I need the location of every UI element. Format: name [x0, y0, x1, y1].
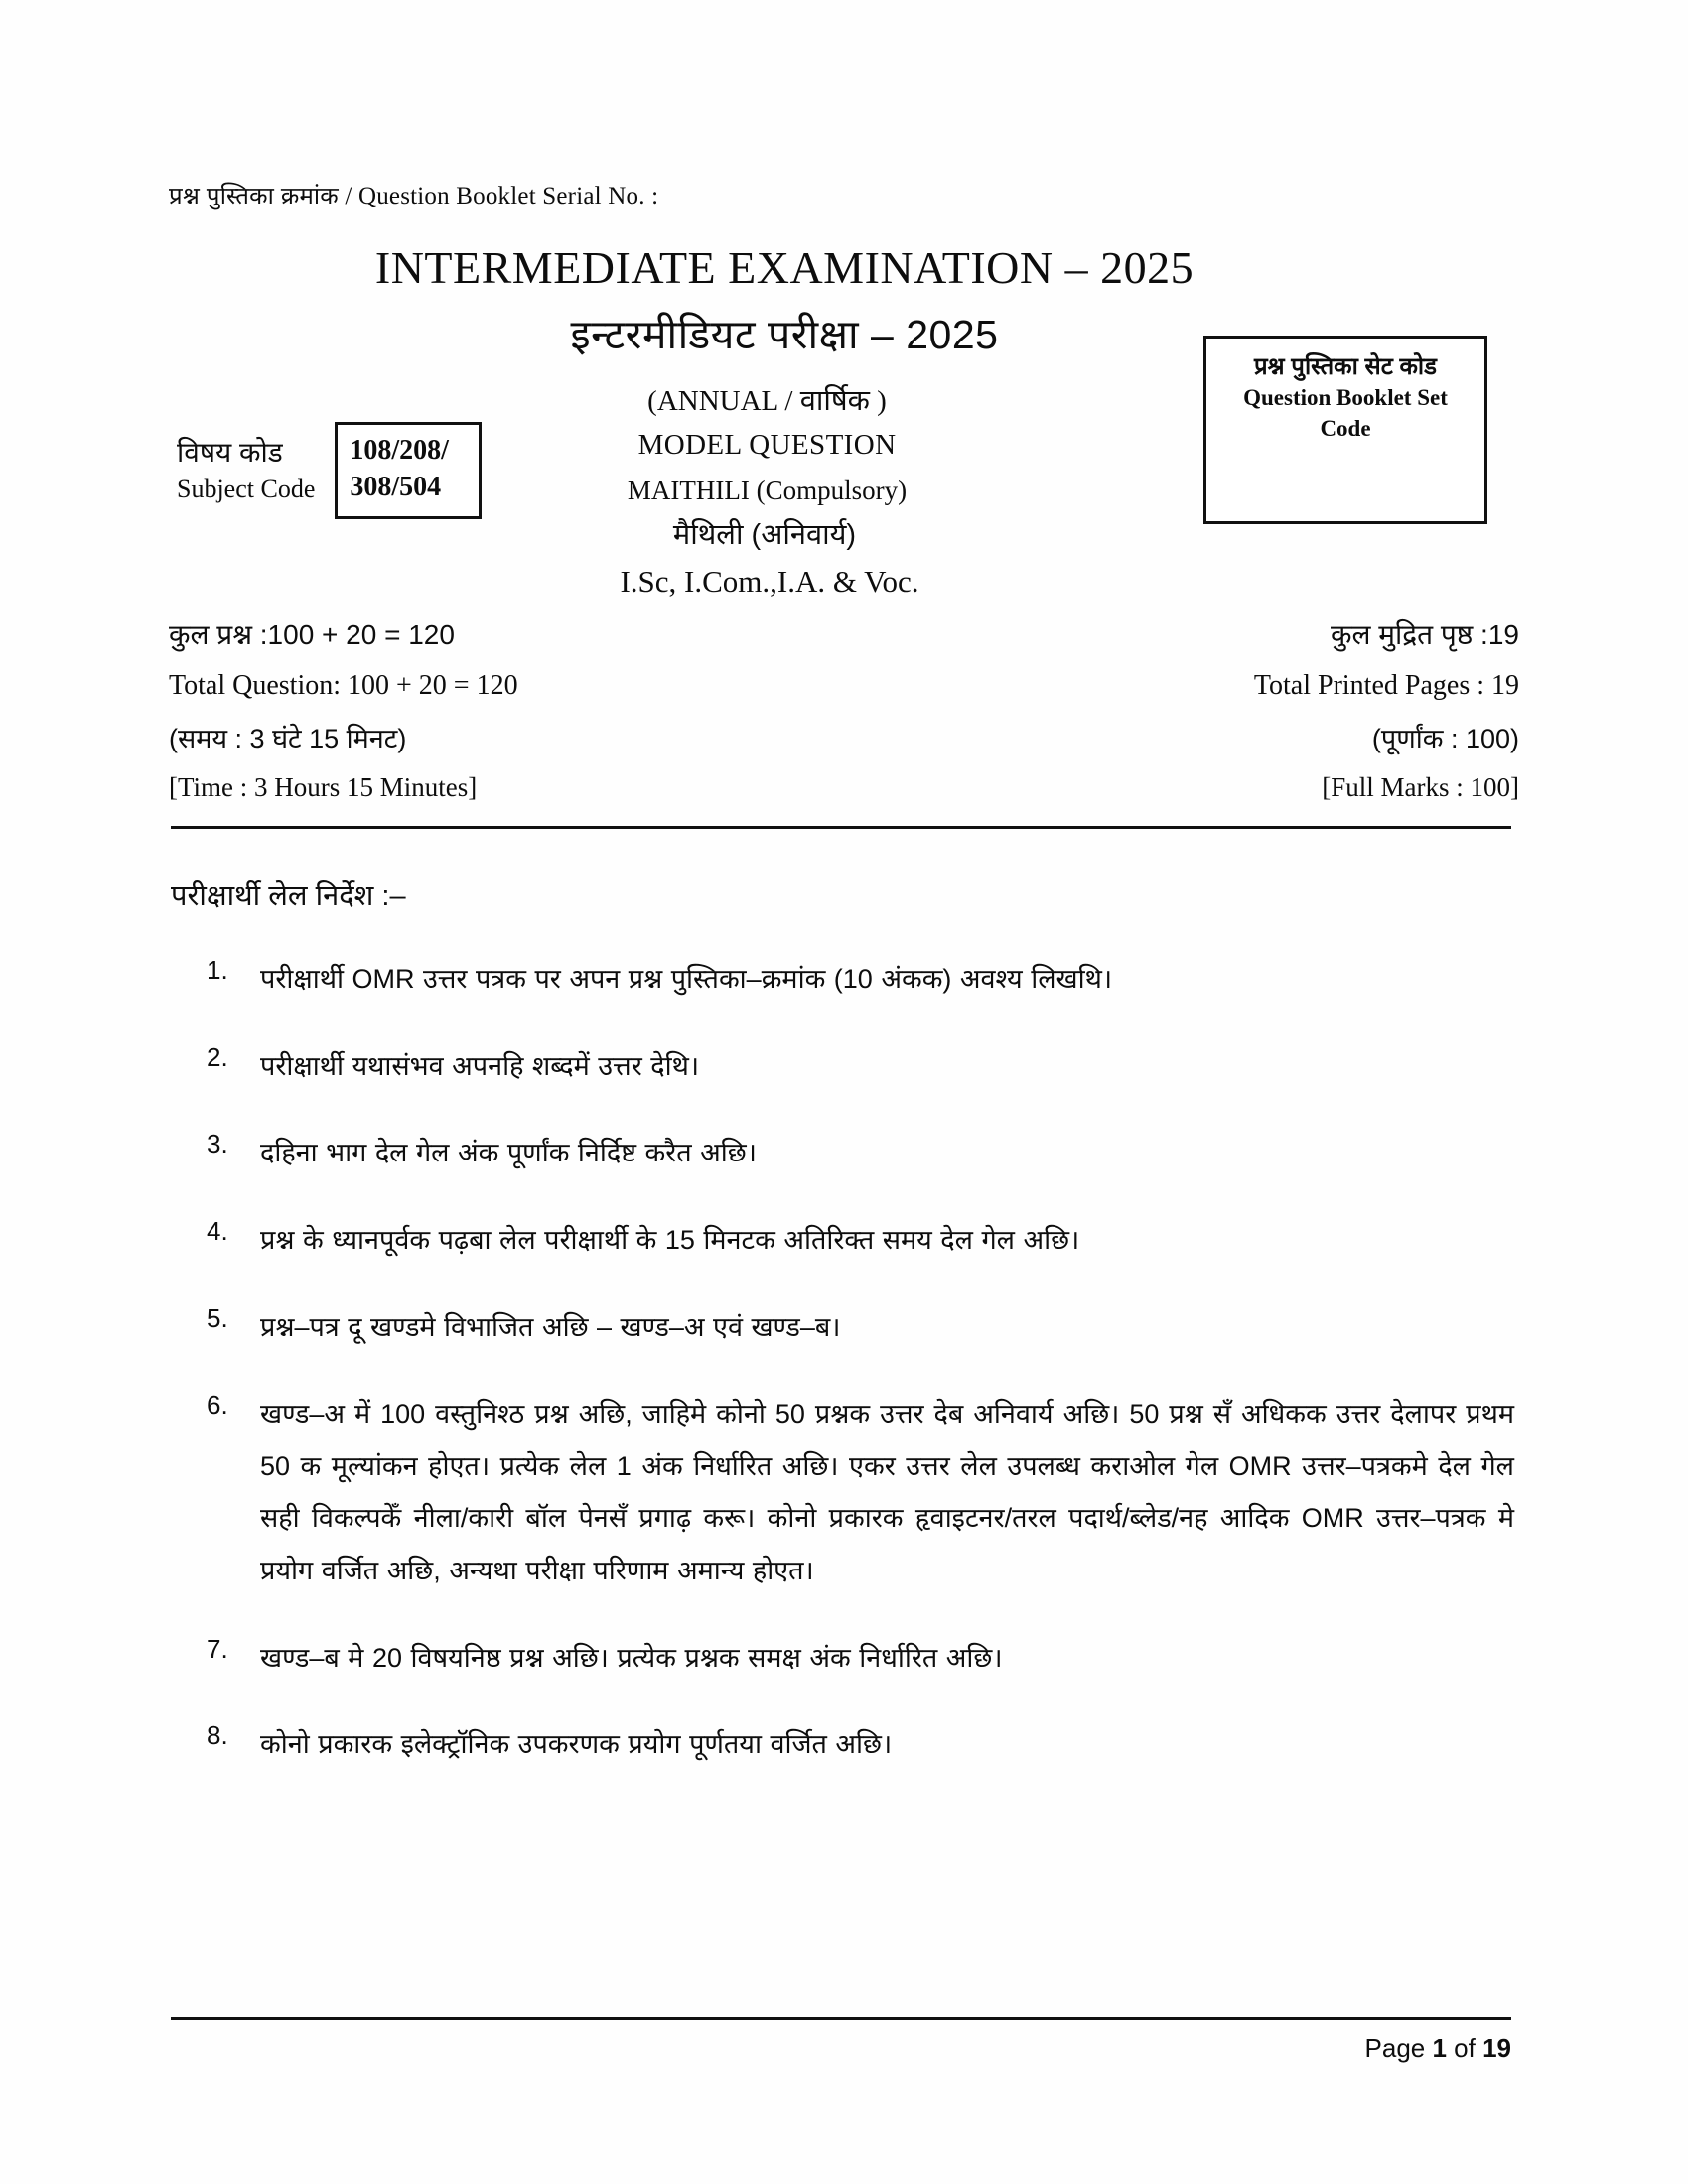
set-code-label-english-line-1: Question Booklet Set	[1243, 385, 1448, 410]
list-item	[207, 1388, 1514, 1597]
list-item	[207, 1127, 1514, 1179]
booklet-serial-label-hi: प्रश्न पुस्तिका क्रमांक	[169, 183, 339, 209]
total-printed-pages-english: Total Printed Pages : 19	[1253, 670, 1519, 701]
set-code-label-english-line-2: Code	[1320, 415, 1371, 441]
list-item	[207, 1301, 1514, 1354]
list-item	[207, 953, 1514, 1006]
instruction-number: 2.	[207, 1041, 228, 1072]
instruction-text: खण्ड–ब मे 20 विषयनिष्ठ प्रश्न अछि। प्रत्येक प्रश्नक समक्ष अंक निर्धारित अछि।	[260, 1642, 1003, 1673]
instruction-text: परीक्षार्थी यथासंभव अपनहि शब्दमें उत्तर देथि।	[260, 1050, 700, 1081]
subject-name-hindi: मैथिली (अनिवार्य)	[672, 519, 857, 551]
page-title-hindi: इन्टरमीडियट परीक्षा – 2025	[570, 312, 999, 357]
model-question-label: MODEL QUESTION	[637, 429, 897, 461]
exam-time-hindi: (समय : 3 घंटे 15 मिनट)	[169, 724, 407, 753]
page-label-prefix: Page	[1364, 2033, 1433, 2063]
instruction-text: प्रश्न–पत्र दू खण्डमे विभाजित अछि – खण्ड–अ एवं खण्ड–ब।	[260, 1311, 841, 1342]
booklet-serial-line	[169, 179, 658, 211]
list-item	[207, 1214, 1514, 1267]
meta-row-questions-english	[169, 670, 1519, 702]
header-divider-rule	[171, 826, 1511, 829]
stream-list: I.Sc, I.Com.,I.A. & Voc.	[620, 564, 919, 599]
page-label-mid: of	[1446, 2033, 1483, 2063]
exam-time-english: [Time : 3 Hours 15 Minutes]	[169, 772, 478, 802]
page-number-footer	[1365, 2033, 1511, 2064]
instructions-list	[207, 953, 1514, 1806]
page-current-number: 1	[1432, 2033, 1447, 2063]
instruction-text: दहिना भाग देल गेल अंक पूर्णांक निर्दिष्ट करैत अछि।	[260, 1138, 757, 1168]
set-code-label-hindi: प्रश्न पुस्तिका सेट कोड	[1254, 353, 1437, 380]
subject-code-value-line-1: 108/208/	[350, 435, 449, 466]
subject-code-block	[177, 422, 482, 519]
total-printed-pages-hindi: कुल मुद्रित पृष्ठ :19	[1331, 619, 1519, 650]
instruction-number: 7.	[207, 1633, 228, 1664]
subject-code-label-hindi: विषय कोड	[177, 436, 283, 468]
instruction-text: खण्ड–अ में 100 वस्तुनिश्ठ प्रश्न अछि, जाहिमे कोनो 50 प्रश्नक उत्तर देब अनिवार्य अछि। 50 प्रश्न सँ अधिकक उत्तर देलापर प्रथम 50 क मूल्यांकन होएत। प्रत्येक लेल 1 अंक निर्धारित अछि। एकर उत्तर लेल उपलब्ध कराओल गेल OMR उत्तर–पत्रकमे देल गेल सही विकल्पकेँ नीला/कारी बॉल पेनसँ प्रगाढ़ करू। कोनो प्रकारक हृवाइटनर/तरल पदार्थ/ब्लेड/नह आदिक OMR उत्तर–पत्रक मे प्रयोग वर्जित अछि, अन्यथा परीक्षा परिणाम अमान्य होएत।	[260, 1399, 1514, 1586]
list-item	[207, 1718, 1514, 1771]
subject-code-value-line-2: 308/504	[350, 471, 442, 502]
meta-row-time-english	[169, 772, 1519, 803]
total-questions-hindi: कुल प्रश्न :100 + 20 = 120	[169, 619, 455, 650]
instructions-heading: परीक्षार्थी लेल निर्देश :–	[171, 881, 406, 912]
question-booklet-set-code-box	[1203, 336, 1487, 524]
instruction-number: 8.	[207, 1720, 228, 1751]
instruction-text: परीक्षार्थी OMR उत्तर पत्रक पर अपन प्रश्न पुस्तिका–क्रमांक (10 अंकक) अवश्य लिखथि।	[260, 964, 1113, 994]
booklet-serial-separator: /	[338, 183, 358, 209]
instruction-number: 5.	[207, 1302, 228, 1333]
page-total-number: 19	[1482, 2033, 1511, 2063]
instruction-number: 1.	[207, 955, 228, 985]
subject-code-label-english: Subject Code	[177, 475, 316, 504]
instruction-text: कोनो प्रकारक इलेक्ट्रॉनिक उपकरणक प्रयोग पूर्णतया वर्जित अछि।	[260, 1729, 893, 1760]
subject-name-english: MAITHILI (Compulsory)	[627, 476, 908, 505]
meta-row-time-hindi	[169, 719, 1519, 755]
meta-row-questions-hindi	[169, 615, 1519, 653]
instruction-number: 3.	[207, 1129, 228, 1160]
instruction-number: 4.	[207, 1215, 228, 1246]
exam-mode-annual: (ANNUAL / वार्षिक )	[647, 385, 887, 417]
full-marks-hindi: (पूर्णांक : 100)	[1371, 724, 1519, 753]
list-item	[207, 1632, 1514, 1685]
list-item	[207, 1040, 1514, 1093]
exam-meta-block	[169, 615, 1519, 820]
booklet-serial-label-en: Question Booklet Serial No. :	[357, 183, 659, 209]
instruction-text: प्रश्न के ध्यानपूर्वक पढ़बा लेल परीक्षार्थी के 15 मिनटक अतिरिक्त समय देल गेल अछि।	[260, 1224, 1080, 1255]
subject-code-value-box	[335, 422, 482, 519]
instruction-number: 6.	[207, 1390, 228, 1421]
total-questions-english: Total Question: 100 + 20 = 120	[169, 670, 518, 701]
subject-code-labels	[177, 434, 315, 508]
full-marks-english: [Full Marks : 100]	[1322, 772, 1519, 802]
footer-divider-rule	[171, 2017, 1511, 2020]
page-title-english: INTERMEDIATE EXAMINATION – 2025	[374, 242, 1195, 293]
